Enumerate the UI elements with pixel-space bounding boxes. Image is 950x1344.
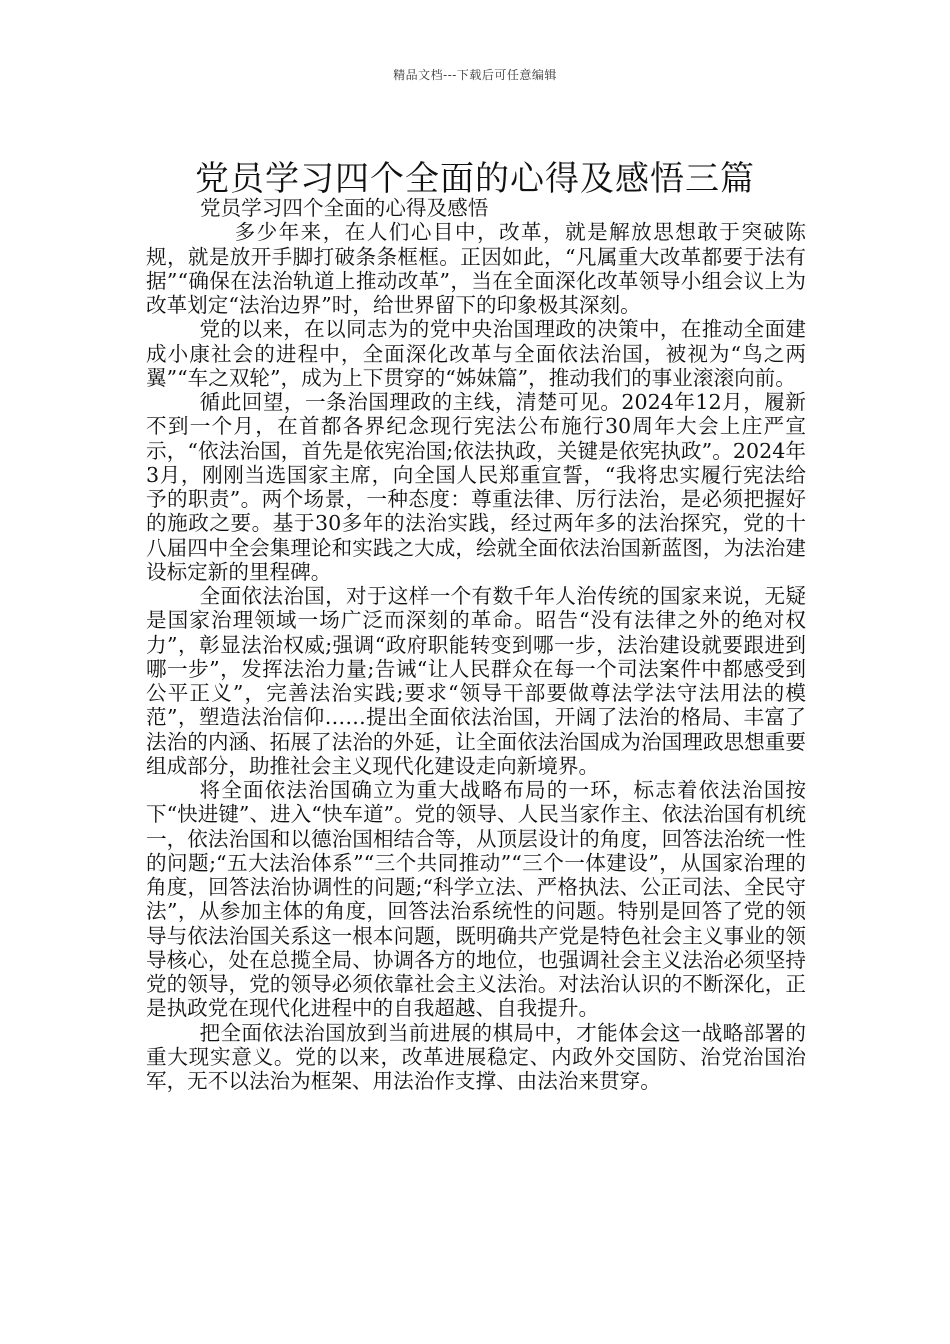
paragraph: 循此回望，一条治国理政的主线，清楚可见。2024年12月，履新不到一个月，在首都各界纪念现行宪法公布施行30周年大会上庄严宣示，“依法治国，首先是依宪治国;依法执政，关键是依宪执政”。2024年3月，刚刚当选国家主席，向全国人民郑重宣誓，“我将忠实履行宪法给予的职责”。两个场景，一种态度：尊重法律、厉行法治，是必须把握好的施政之要。基于30多年的法治实践，经过两年多的法治探究，党的十八届四中全会集理论和实践之大成，绘就全面依法治国新蓝图，为法治建设标定新的里程碑。 (146, 390, 806, 584)
paragraph: 全面依法治国，对于这样一个有数千年人治传统的国家来说，无疑是国家治理领域一场广泛而深刻的革命。昭告“没有法律之外的绝对权力”，彰显法治权威;强调“政府职能转变到哪一步，法治建设就要跟进到哪一步”，发挥法治力量;告诫“让人民群众在每一个司法案件中都感受到公平正义”，完善法治实践;要求“领导干部要做尊法学法守法用法的模范”，塑造法治信仰……提出全面依法治国，开阔了法治的格局、丰富了法治的内涵、拓展了法治的外延，让全面依法治国成为治国理政思想重要组成部分，助推社会主义现代化建设走向新境界。 (146, 584, 806, 778)
paragraph: 多少年来，在人们心目中，改革，就是解放思想敢于突破陈规，就是放开手脚打破条条框框。正因如此，“凡属重大改革都要于法有据”“确保在法治轨道上推动改革”，当在全面深化改革领导小组会议上为改革划定“法治边界”时，给世界留下的印象极其深刻。 (146, 220, 806, 317)
paragraph: 党的以来，在以同志为的党中央治国理政的决策中，在推动全面建成小康社会的进程中，全面深化改革与全面依法治国，被视为“鸟之两翼”“车之双轮”，成为上下贯穿的“姊妹篇”，推动我们的事业滚滚向前。 (146, 317, 806, 390)
paragraph: 把全面依法治国放到当前进展的棋局中，才能体会这一战略部署的重大现实意义。党的以来，改革进展稳定、内政外交国防、治党治国治军，无不以法治为框架、用法治作支撑、由法治来贯穿。 (146, 1020, 806, 1093)
header-note: 精品文档---下载后可任意编辑 (393, 68, 557, 82)
document-title: 党员学习四个全面的心得及感悟三篇 (195, 158, 755, 199)
paragraph: 将全面依法治国确立为重大战略布局的一环，标志着依法治国按下“快进键”、进入“快车道”。党的领导、人民当家作主、依法治国有机统一，依法治国和以德治国相结合等，从顶层设计的角度，回答法治统一性的问题;“五大法治体系”“三个共同推动”“三个一体建设”，从国家治理的角度，回答法治协调性的问题;“科学立法、严格执法、公正司法、全民守法”，从参加主体的角度，回答法治系统性的问题。特别是回答了党的领导与依法治国关系这一根本问题，既明确共产党是特色社会主义事业的领导核心，处在总揽全局、协调各方的地位，也强调社会主义法治必须坚持党的领导，党的领导必须依靠社会主义法治。对法治认识的不断深化，正是执政党在现代化进程中的自我超越、自我提升。 (146, 778, 806, 1021)
section-subtitle: 党员学习四个全面的心得及感悟 (200, 196, 489, 220)
document-body (146, 196, 806, 1093)
